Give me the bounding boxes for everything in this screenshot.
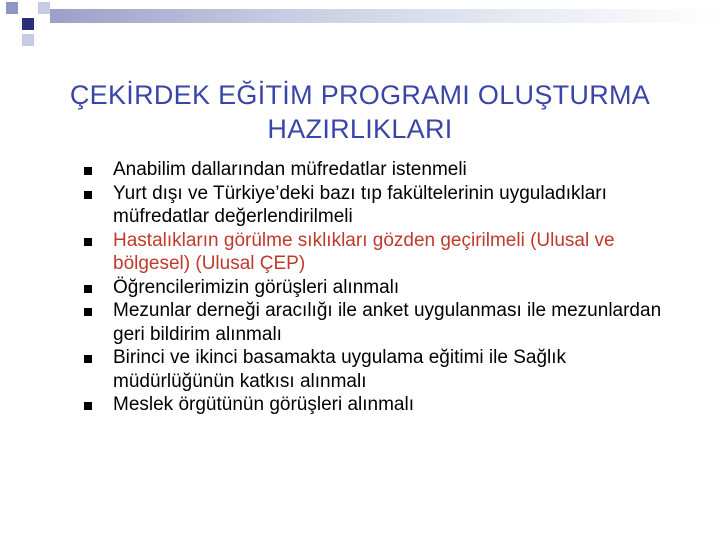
bullet-text: Anabilim dallarından müfredatlar istenmeli	[113, 159, 467, 180]
decorative-squares	[0, 0, 60, 50]
bullet-text: Birinci ve ikinci basamakta uygulama eğitimi ile Sağlık müdürlüğünün katkısı alınmalı	[113, 347, 567, 392]
decorative-square	[22, 34, 34, 46]
decorative-square	[6, 18, 18, 30]
slide-title	[20, 78, 700, 146]
bullet-item	[84, 299, 684, 346]
square-bullet-icon	[84, 191, 92, 199]
bullet-item	[84, 276, 684, 300]
square-bullet-icon	[84, 355, 92, 363]
slide-title-line-1: ÇEKİRDEK EĞİTİM PROGRAMI OLUŞTURMA	[69, 80, 651, 110]
bullet-text: Öğrencilerimizin görüşleri alınmalı	[113, 276, 400, 298]
bullet-item	[84, 393, 684, 417]
bullet-item-highlighted	[84, 229, 684, 276]
square-bullet-icon	[84, 238, 92, 246]
bullet-text: Hastalıkların görülme sıklıkları gözden geçirilmeli (Ulusal ve bölgesel) (Ulusal ÇEP)	[113, 229, 615, 274]
decorative-top-bar	[50, 9, 720, 23]
bullet-list	[84, 158, 684, 417]
bullet-text: Yurt dışı ve Türkiye’deki bazı tıp fakültelerinin uyguladıkları müfredatlar değerlendirilmeli	[113, 182, 607, 227]
decorative-square	[38, 2, 50, 14]
square-bullet-icon	[84, 285, 92, 293]
bullet-text: Mezunlar derneği aracılığı ile anket uygulanması ile mezunlardan geri bildirim alınmalı	[113, 300, 662, 345]
square-bullet-icon	[84, 167, 92, 175]
slide-title-line-2: HAZIRLIKLARI	[267, 114, 453, 144]
square-bullet-icon	[84, 402, 92, 410]
bullet-item	[84, 182, 684, 229]
square-bullet-icon	[84, 308, 92, 316]
bullet-item	[84, 346, 684, 393]
decorative-square	[22, 18, 34, 30]
decorative-square	[6, 2, 18, 14]
bullet-text: Meslek örgütünün görüşleri alınmalı	[113, 394, 414, 415]
bullet-item	[84, 158, 684, 182]
